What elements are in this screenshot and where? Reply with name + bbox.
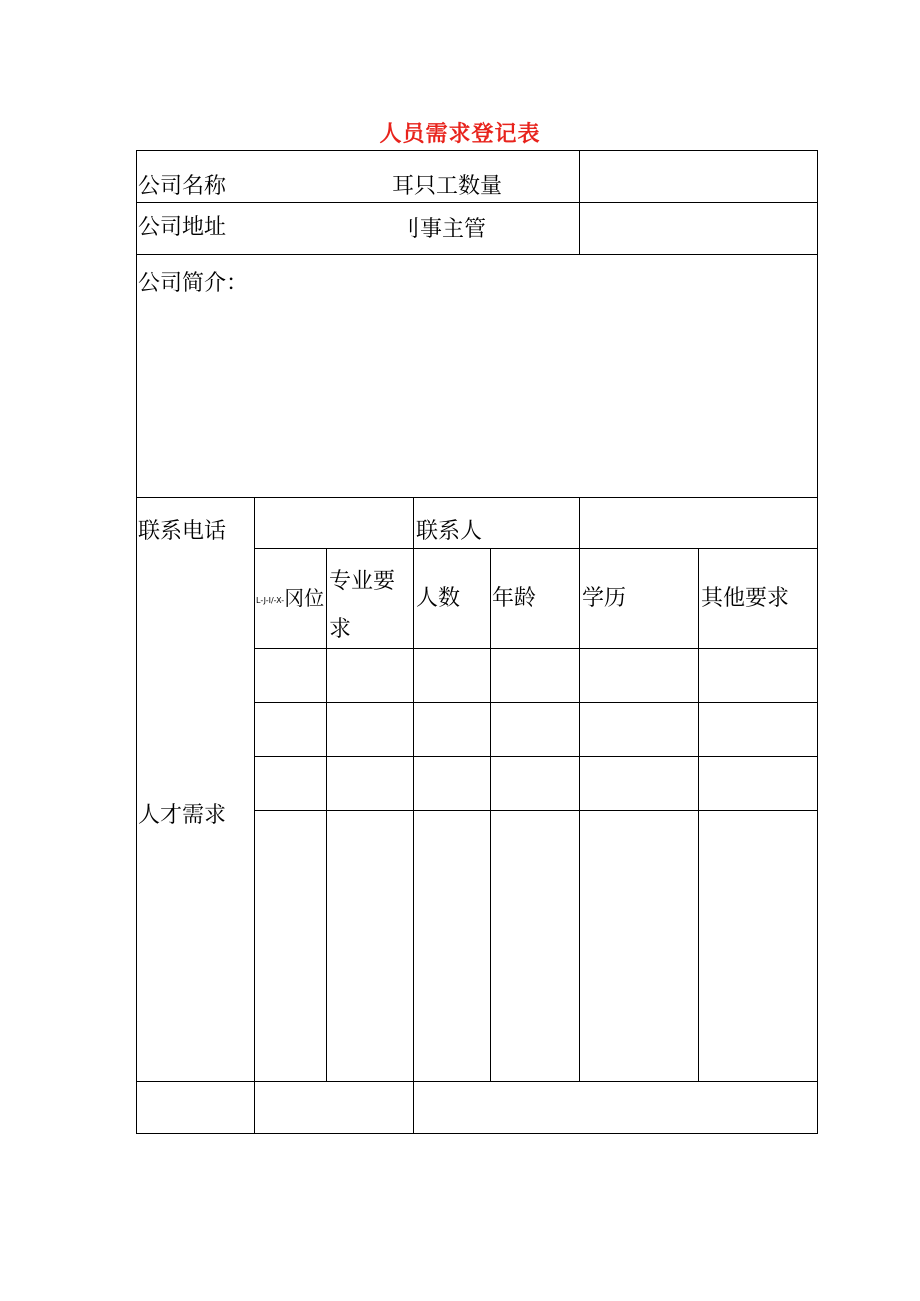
company-intro-field[interactable] [137,300,817,496]
contact-phone-label: 联系电话 [138,519,227,544]
column-divider [413,497,414,548]
row-divider [254,548,818,549]
company-name-label: 公司名称 [138,174,227,199]
column-divider [254,497,255,1134]
table-border-right [817,150,818,1134]
table-border-left [136,150,137,1134]
column-divider [698,548,699,1081]
position-prefix-text: L-J-I/-X- [256,596,285,605]
table-border-bottom [136,1133,818,1134]
row-divider [254,702,818,703]
row-divider [136,1081,818,1082]
major-req-header-line2: 求 [329,617,352,642]
company-intro-label: 公司简介： [138,271,249,296]
employee-count-field[interactable] [580,151,817,202]
other-req-header: 其他要求 [701,586,790,611]
demand-registration-form [136,150,818,1134]
employee-count-label: 耳只工数量 [392,174,503,199]
contact-person-field[interactable] [580,498,817,548]
company-address-label: 公司地址 [138,215,227,240]
age-header: 年龄 [492,586,537,611]
education-header: 学历 [582,586,627,611]
column-divider [579,548,580,1081]
row-divider [254,810,818,811]
hr-manager-field[interactable] [580,203,817,254]
major-req-header-line1: 专业要 [329,569,396,594]
row-divider [254,648,818,649]
contact-phone-field[interactable] [255,498,413,548]
position-label: 冈位 [284,586,325,610]
document-title: 人员需求登记表 [379,122,541,147]
column-divider [490,548,491,1081]
column-divider [326,548,327,1081]
headcount-header: 人数 [416,586,461,611]
hr-manager-label: 刂事主管 [398,217,487,242]
position-header [256,582,324,611]
row-divider [254,756,818,757]
talent-demand-label: 人才需求 [138,803,227,828]
row-divider [136,254,818,255]
contact-person-label: 联系人 [416,519,483,544]
column-divider [413,548,414,1134]
